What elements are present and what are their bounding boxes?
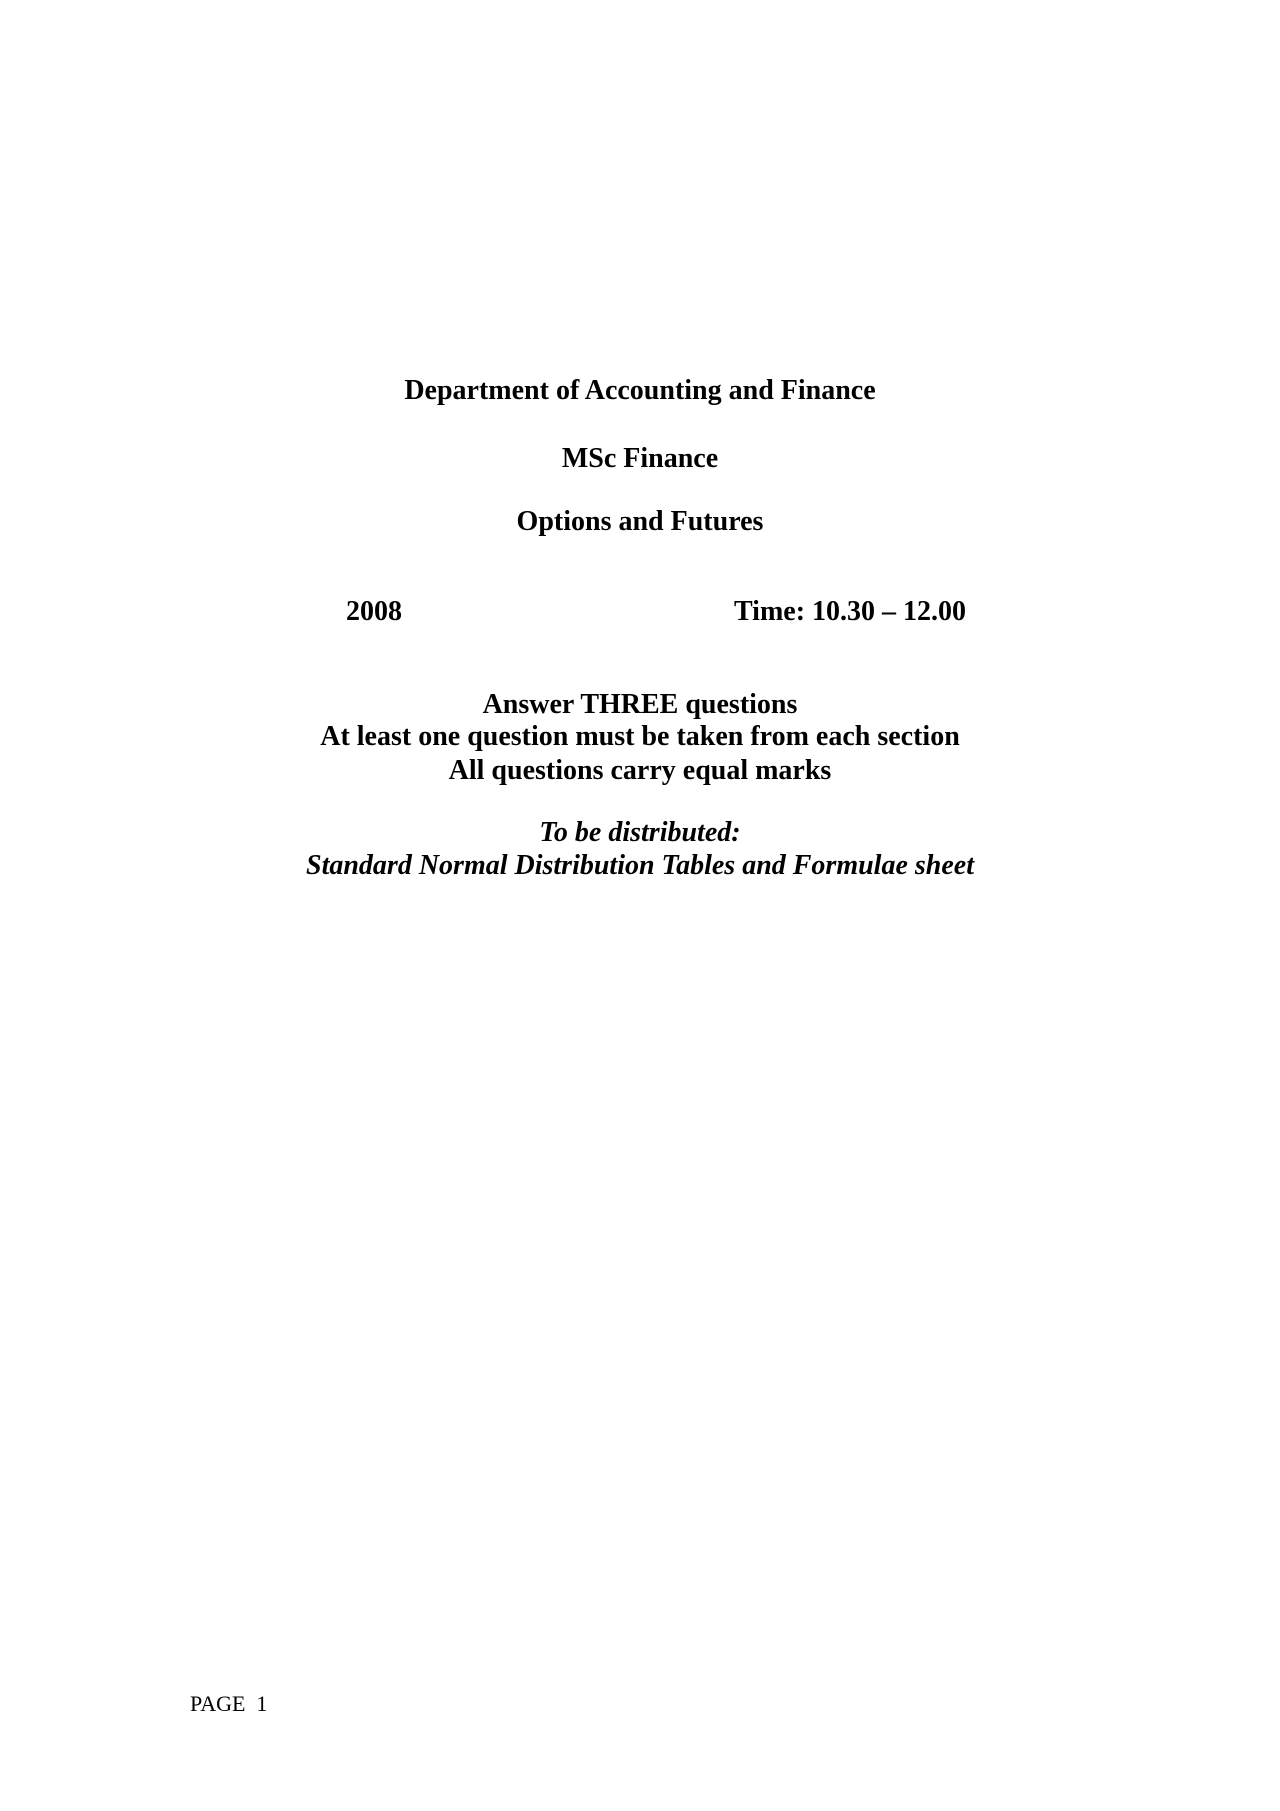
exam-time: Time: 10.30 – 12.00 <box>734 596 967 627</box>
instruction-section-rule: At least one question must be taken from each section <box>320 721 960 752</box>
instruction-answer-count: Answer THREE questions <box>482 689 798 720</box>
exam-year: 2008 <box>346 596 402 627</box>
distribution-heading: To be distributed: <box>539 817 741 848</box>
course-title: Options and Futures <box>516 506 764 537</box>
department-title: Department of Accounting and Finance <box>404 375 876 406</box>
instruction-marks: All questions carry equal marks <box>448 755 832 786</box>
programme-title: MSc Finance <box>561 443 719 474</box>
distribution-items: Standard Normal Distribution Tables and Formulae sheet <box>306 850 974 881</box>
page-number: PAGE 1 <box>190 1691 268 1716</box>
